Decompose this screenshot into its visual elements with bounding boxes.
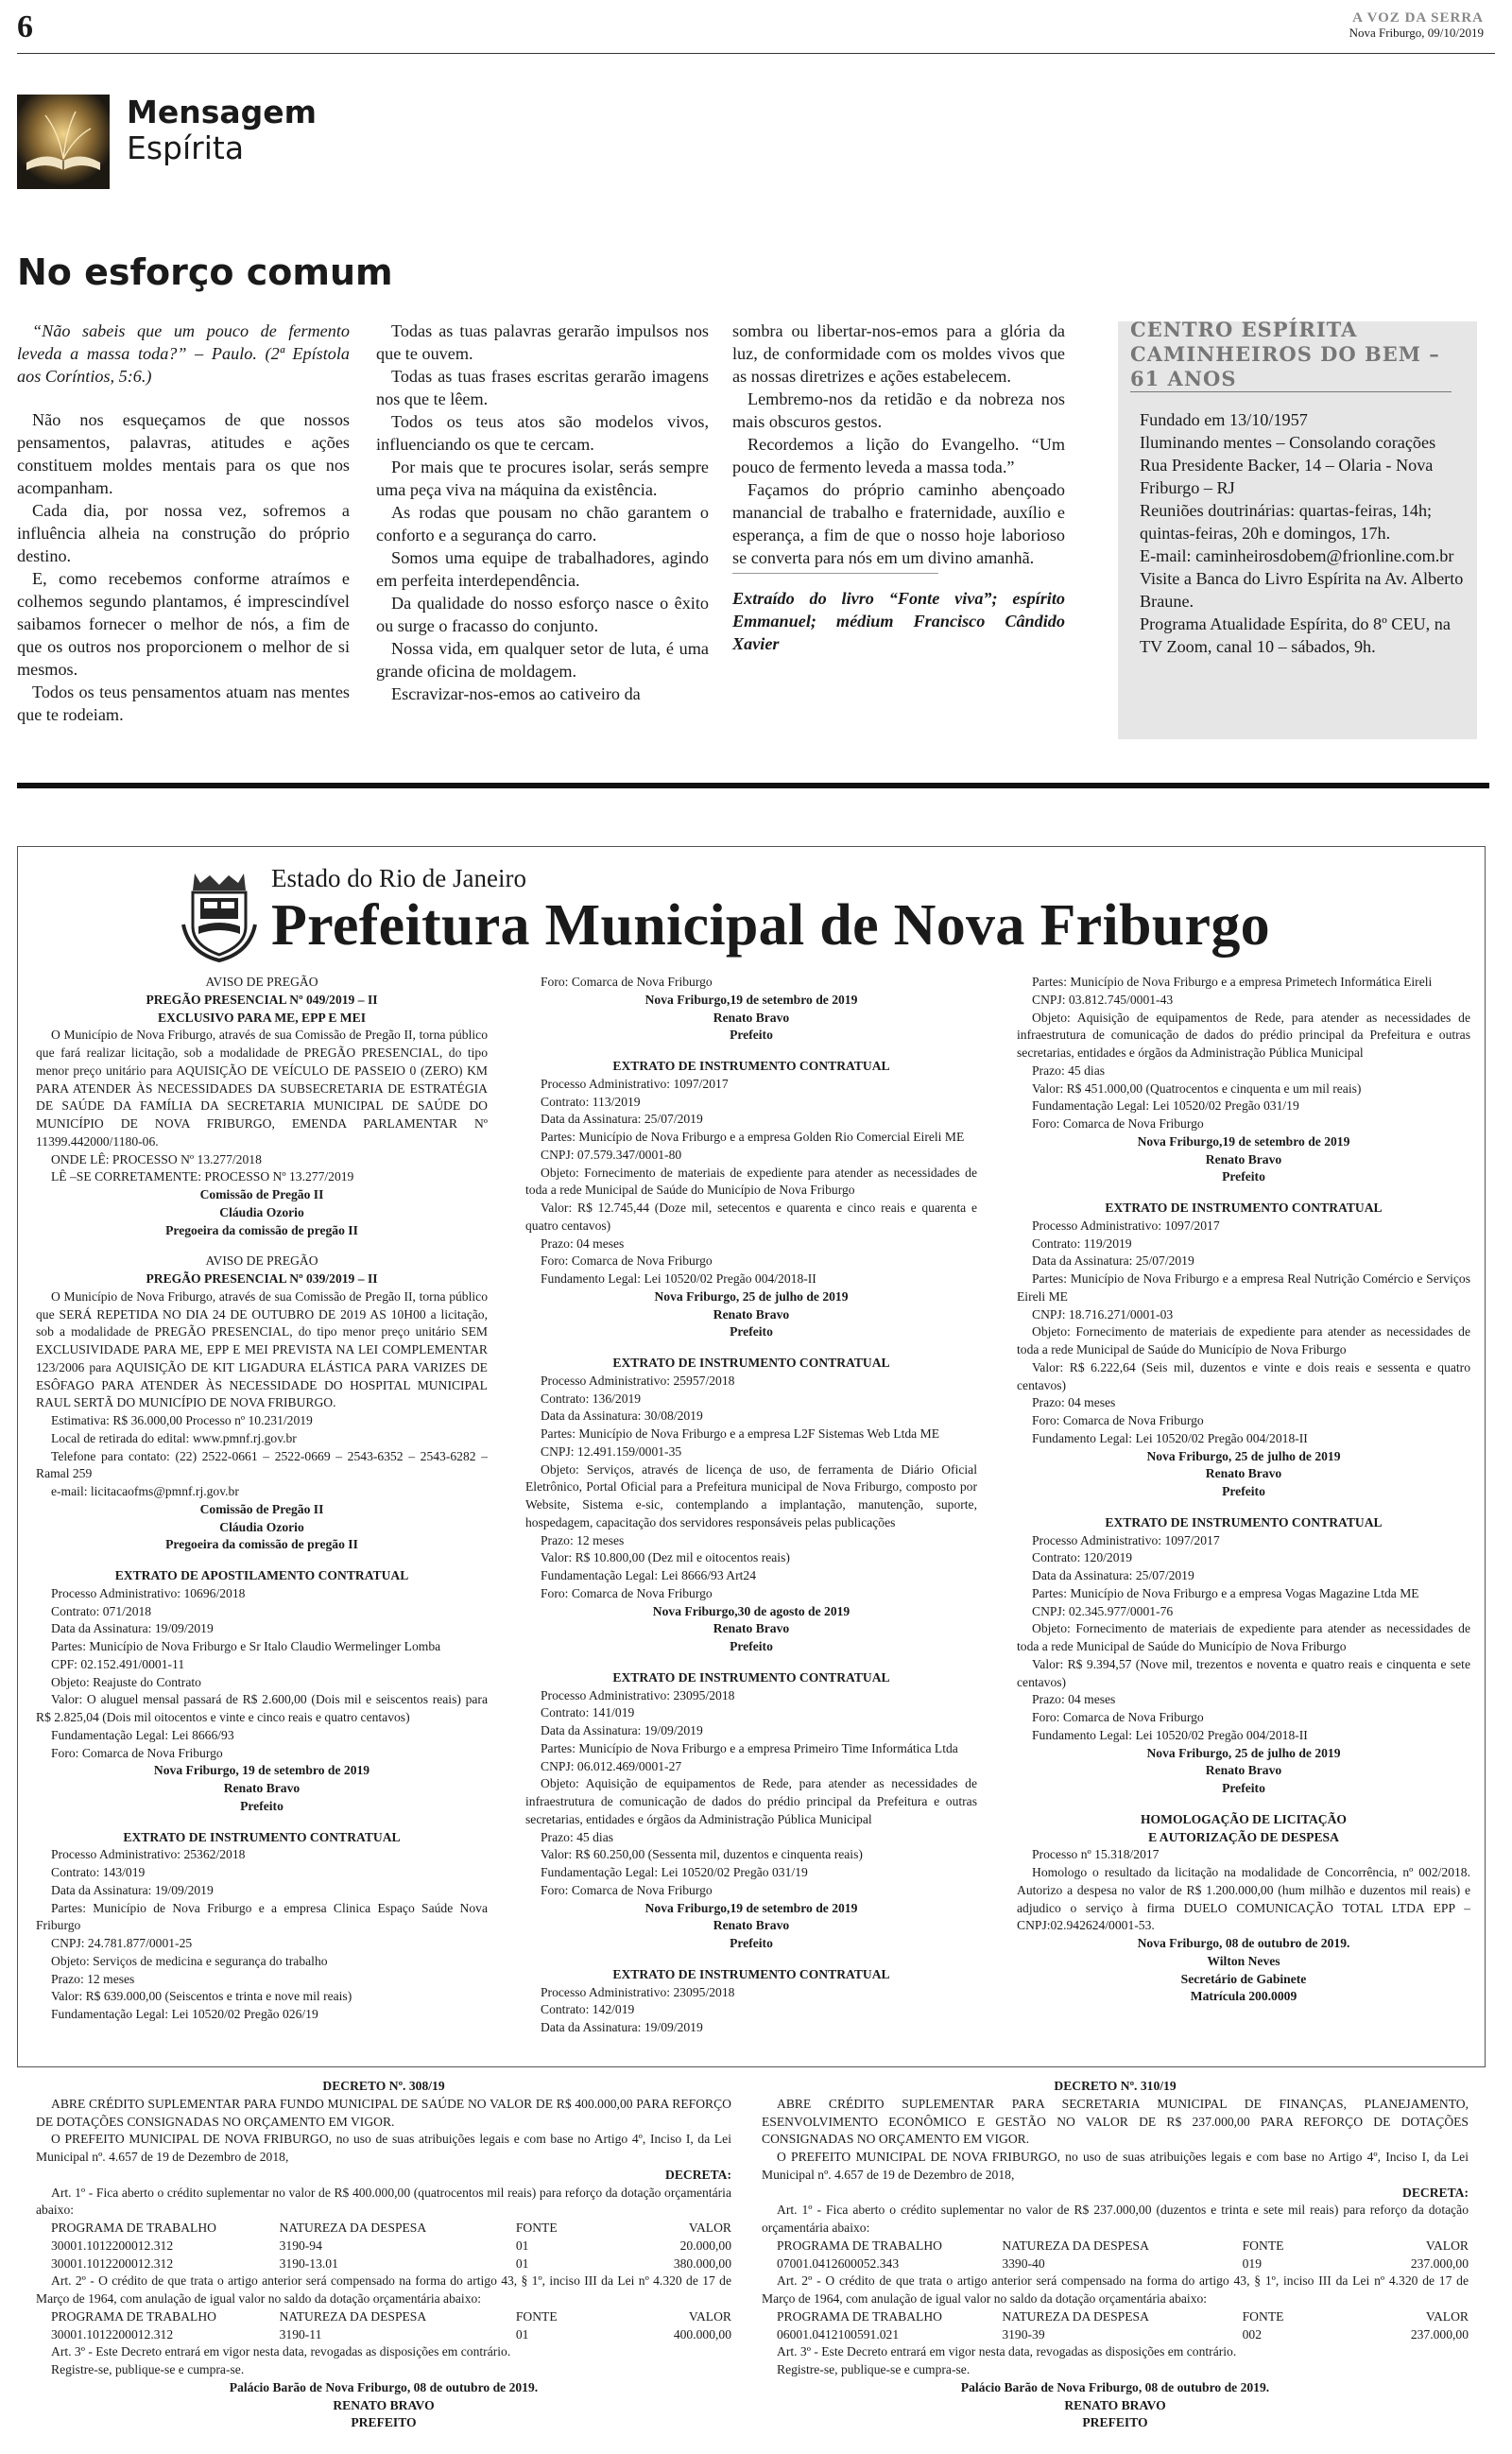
legal-notice-line: Foro: Comarca de Nova Friburgo [1032, 1710, 1204, 1724]
legal-notice-line: Data da Assinatura: 25/07/2019 [1032, 1568, 1194, 1582]
decree-summary: ABRE CRÉDITO SUPLEMENTAR PARA SECRETARIA MUNICIPAL DE FINANÇAS, PLANEJAMENTO, ESENVOLVIMENTO ECONÔMICO E GESTÃO NO VALOR DE R$ 237.000,00 PARA REFORÇO DE DOTAÇÕES CONSIGNADAS NO ORÇAMENTO EM VIGOR. [762, 2096, 1469, 2147]
table-cell: 30001.1012200012.312 [51, 2238, 174, 2253]
legal-notice-line: Prefeito [240, 1798, 284, 1813]
legal-notice-line: Prefeito [730, 1936, 773, 1950]
legal-notice-line: Renato Bravo [713, 1306, 790, 1322]
table-header: VALOR [688, 2308, 731, 2324]
legal-notice-line: Fundamentação Legal: Lei 10520/02 Pregão 031/19 [1032, 1098, 1299, 1114]
table-cell: 3190-39 [1002, 2326, 1045, 2342]
section-divider [17, 783, 1489, 788]
legal-notice-line: Renato Bravo [713, 1918, 790, 1933]
decree-table-1 [36, 2220, 731, 2273]
legal-notice-line: Data da Assinatura: 30/08/2019 [541, 1408, 703, 1424]
legal-notice-line: Nova Friburgo,19 de setembro de 2019 [644, 1900, 858, 1915]
legal-column-2 [525, 974, 977, 2037]
prefeitura-title: Prefeitura Municipal de Nova Friburgo [271, 893, 1270, 958]
decree-table-2 [762, 2308, 1469, 2344]
legal-notice-line: AVISO DE PREGÃO [205, 1253, 318, 1269]
legal-notice-line: Comissão de Pregão II [199, 1501, 324, 1516]
paper-name: A VOZ DA SERRA [1352, 10, 1484, 26]
legal-notice-line: Comissão de Pregão II [199, 1187, 324, 1201]
table-cell: 01 [515, 2326, 529, 2342]
table-header: PROGRAMA DE TRABALHO [777, 2308, 942, 2324]
table-header: NATUREZA DA DESPESA [279, 2221, 427, 2235]
legal-notice-line: Fundamentação Legal: Lei 10520/02 Pregão 026/19 [51, 2007, 318, 2021]
legal-notice-line: Contrato: 141/019 [541, 1705, 635, 1720]
article-paragraph: Lembremo-nos da retidão e da nobreza nos mais obscuros gestos. [732, 389, 1065, 431]
legal-notice-line: Objeto: Aquisição de equipamentos de Rede, para atender as necessidades de infraestrutura de comunicação de dados do prédio principal da Prefeitura e outras secretarias, entidades e órgãos da Administração Pública Municipal [525, 1776, 977, 1826]
legal-notice-line: Processo Administrativo: 23095/2018 [541, 1984, 735, 1999]
table-row [36, 2238, 731, 2255]
legal-notice-line: Partes: Município de Nova Friburgo e Sr Italo Claudio Wermelinger Lomba [51, 1639, 441, 1653]
legal-notice-line: Processo Administrativo: 1097/2017 [1032, 1218, 1220, 1233]
legal-notice-line: Data da Assinatura: 19/09/2019 [51, 1882, 214, 1897]
legal-notice-line: EXTRATO DE APOSTILAMENTO CONTRATUAL [114, 1568, 409, 1582]
legal-notice-line: Valor: O aluguel mensal passará de R$ 2.600,00 (Dois mil e seiscentos reais) para R$ 2.825,04 (Dois mil oitocentos e vinte e cinco reais e quatro centavos) [36, 1692, 488, 1724]
table-cell: 019 [1242, 2255, 1263, 2271]
legal-notice-line: Contrato: 113/2019 [541, 1094, 641, 1109]
legal-notice-line: CNPJ: 03.812.745/0001-43 [1032, 992, 1174, 1007]
legal-notice-line: Prazo: 04 meses [1032, 1692, 1116, 1707]
table-header: FONTE [515, 2221, 558, 2235]
legal-notice-line: EXTRATO DE INSTRUMENTO CONTRATUAL [1105, 1514, 1383, 1529]
table-cell: 237.000,00 [1410, 2255, 1469, 2271]
legal-notice-line: Processo nº 15.318/2017 [1032, 1847, 1160, 1862]
legal-notice-line: ONDE LÊ: PROCESSO Nº 13.277/2018 [51, 1151, 262, 1167]
legal-notice-line: E AUTORIZAÇÃO DE DESPESA [1148, 1829, 1339, 1844]
table-cell: 20.000,00 [679, 2238, 731, 2253]
table-cell: 01 [515, 2238, 529, 2253]
center-info-line: Programa Atualidade Espírita, do 8º CEU, na TV Zoom, canal 10 – sábados, 9h. [1140, 614, 1451, 656]
legal-notice-line: AVISO DE PREGÃO [205, 975, 318, 989]
table-cell: 3390-40 [1002, 2255, 1045, 2271]
table-cell: 3190-13.01 [279, 2255, 338, 2271]
decree-title: DECRETO Nº. 308/19 [322, 2079, 445, 2093]
legal-notice-line: Prefeito [1222, 1169, 1265, 1184]
center-info-line: E-mail: caminheirosdobem@frionline.com.br [1140, 546, 1454, 565]
legal-notice-line: Partes: Município de Nova Friburgo e a empresa Golden Rio Comercial Eireli ME [541, 1130, 965, 1144]
edition-date: Nova Friburgo, 09/10/2019 [1349, 26, 1484, 40]
legal-notice-line: Objeto: Serviços de medicina e segurança do trabalho [51, 1953, 328, 1968]
table-cell: 237.000,00 [1410, 2326, 1469, 2342]
legal-notice-line: Valor: R$ 10.800,00 (Dez mil e oitocentos reais) [541, 1550, 790, 1565]
legal-notice-line: Nova Friburgo, 08 de outubro de 2019. [1137, 1936, 1350, 1950]
top-rule [17, 53, 1495, 54]
article-paragraph: E, como recebemos conforme atraímos e colhemos segundo plantamos, é imprescindível saibamos fornecer o melhor de nós, a fim de que os outros nos proporcionem o melhor de si mesmos. [17, 569, 350, 679]
article-paragraph: Não nos esqueçamos de que nossos pensamentos, palavras, atitudes e ações constituem moldes mentais para os que nos acompanham. [17, 410, 350, 497]
decree-summary: ABRE CRÉDITO SUPLEMENTAR PARA FUNDO MUNICIPAL DE SAÚDE NO VALOR DE R$ 400.000,00 PARA REFORÇO DE DOTAÇÕES CONSIGNADAS NO ORÇAMENTO EM VIGOR. [36, 2096, 731, 2129]
article-paragraph: Todos os teus atos são modelos vivos, influenciando os que te cercam. [376, 412, 709, 454]
legal-notice-line: Partes: Município de Nova Friburgo e a empresa Real Nutrição Comércio e Serviços Eireli ME [1017, 1271, 1470, 1304]
table-header: PROGRAMA DE TRABALHO [51, 2221, 216, 2235]
table-header: VALOR [1425, 2308, 1469, 2324]
legal-notice-line: Processo Administrativo: 23095/2018 [541, 1687, 735, 1702]
legal-notice-line: Estimativa: R$ 36.000,00 Processo nº 10.231/2019 [51, 1413, 313, 1427]
legal-notice-line: Cláudia Ozorio [219, 1204, 304, 1219]
decree-preamble: O PREFEITO MUNICIPAL DE NOVA FRIBURGO, no uso de suas atribuições legais e com base no Artigo 4º, Inciso I, da Lei Municipal nº. 4.657 de 19 de Dezembro de 2018, [762, 2150, 1469, 2182]
legal-notice-line: Data da Assinatura: 19/09/2019 [541, 2020, 703, 2034]
legal-notice-line: EXTRATO DE INSTRUMENTO CONTRATUAL [1105, 1201, 1383, 1215]
decree-place: Palácio Barão de Nova Friburgo, 08 de outubro de 2019. [960, 2379, 1270, 2394]
decree-310 [762, 2078, 1469, 2432]
legal-notice-line: Valor: R$ 12.745,44 (Doze mil, setecentos e quarenta e cinco reais e quarenta e quatro centavos) [525, 1201, 977, 1233]
legal-notice-line: PREGÃO PRESENCIAL Nº 039/2019 – II [146, 1271, 378, 1286]
spiritist-center-info [1140, 408, 1466, 658]
legal-notice-line: Valor: R$ 6.222,64 (Seis mil, duzentos e vinte e dois reais e sessenta e quatro centavos) [1017, 1359, 1470, 1392]
legal-notice-line: CNPJ: 06.012.469/0001-27 [541, 1758, 682, 1773]
legal-notice-line: Fundamento Legal: Lei 10520/02 Pregão 004/2018-II [1032, 1727, 1308, 1742]
table-cell: 002 [1242, 2326, 1263, 2342]
legal-notice-line: Fundamento Legal: Lei 10520/02 Pregão 004/2018-II [541, 1271, 816, 1286]
legal-notice-line: Partes: Município de Nova Friburgo e a empresa Primetech Informática Eireli [1032, 975, 1433, 989]
legal-notice-line: Valor: R$ 451.000,00 (Quatrocentos e cinquenta e um mil reais) [1032, 1080, 1362, 1096]
table-cell: 400.000,00 [673, 2326, 731, 2342]
legal-notice-line: Local de retirada do edital: www.pmnf.rj.gov.br [51, 1430, 297, 1445]
legal-notice-line: Secretário de Gabinete [1180, 1971, 1307, 1986]
table-header: FONTE [1242, 2238, 1284, 2253]
center-info-line: Reuniões doutrinárias: quartas-feiras, 14h; quintas-feiras, 20h e domingos, 17h. [1140, 501, 1433, 543]
decree-signer: RENATO BRAVO [1064, 2397, 1166, 2412]
article-paragraph: Somos uma equipe de trabalhadores, agindo em perfeita interdependência. [376, 548, 709, 590]
legal-notice-line: Processo Administrativo: 25362/2018 [51, 1847, 246, 1862]
center-info-line: Visite a Banca do Livro Espírita na Av. Alberto Braune. [1140, 569, 1464, 611]
legal-notice-line: Prefeito [730, 1324, 773, 1339]
legal-notice-line: CNPJ: 18.716.271/0001-03 [1032, 1306, 1174, 1322]
legal-notice-line: Prazo: 12 meses [541, 1532, 625, 1547]
article-paragraph: Da qualidade do nosso esforço nasce o êxito ou surge o fracasso do conjunto. [376, 594, 709, 635]
legal-notice-line: Wilton Neves [1207, 1953, 1280, 1968]
legal-notice-line: Valor: R$ 9.394,57 (Nove mil, trezentos e noventa e quatro reais e cinquenta e sete centavos) [1017, 1656, 1470, 1689]
legal-notice-line: Fundamentação Legal: Lei 8666/93 [51, 1727, 234, 1742]
legal-notice-line: Objeto: Fornecimento de materiais de expediente para atender as necessidades de toda a rede Municipal de Saúde do Município de Nova Friburgo [1017, 1621, 1470, 1653]
legal-notice-line: Nova Friburgo, 25 de julho de 2019 [1146, 1448, 1341, 1463]
legal-notice-line: CNPJ: 12.491.159/0001-35 [541, 1443, 682, 1459]
legal-notice-line: Prefeito [1222, 1781, 1265, 1795]
article-headline: No esforço comum [17, 251, 393, 293]
legal-notice-line: LÊ –SE CORRETAMENTE: PROCESSO Nº 13.277/2019 [51, 1169, 354, 1184]
legal-notice-line: Contrato: 136/2019 [541, 1391, 642, 1406]
article-paragraph: Cada dia, por nossa vez, sofremos a influência alheia na construção do próprio destino. [17, 501, 350, 565]
legal-notice-line: Data da Assinatura: 19/09/2019 [541, 1723, 703, 1737]
decree-decreta: DECRETA: [1402, 2185, 1469, 2200]
legal-notice-line: Processo Administrativo: 25957/2018 [541, 1373, 735, 1388]
legal-notice-line: Nova Friburgo,19 de setembro de 2019 [1137, 1133, 1350, 1149]
legal-notice-line: Objeto: Aquisição de equipamentos de Rede, para atender as necessidades de infraestrutura de comunicação de dados do prédio principal da Prefeitura e outras secretarias, entidades e órgãos da Administração Pública Municipal [1017, 1010, 1470, 1060]
legal-notice-line: Prefeito [1222, 1484, 1265, 1498]
legal-notice-line: Foro: Comarca de Nova Friburgo [541, 1585, 713, 1600]
article-paragraph: Recordemos a lição do Evangelho. “Um pouco de fermento leveda a massa toda.” [732, 435, 1065, 476]
coat-of-arms-icon [180, 868, 259, 964]
legal-notice-line: Prazo: 45 dias [1032, 1063, 1106, 1078]
article-paragraph: As rodas que pousam no chão garantem o conforto e a segurança do carro. [376, 503, 709, 544]
legal-notice-line: Contrato: 142/019 [541, 2002, 635, 2017]
legal-notice-line: EXTRATO DE INSTRUMENTO CONTRATUAL [612, 1356, 890, 1370]
legal-notice-line: Nova Friburgo, 25 de julho de 2019 [1146, 1745, 1341, 1760]
table-header: PROGRAMA DE TRABALHO [51, 2308, 216, 2324]
legal-notice-line: Prazo: 04 meses [1032, 1395, 1116, 1410]
page-number: 6 [17, 9, 33, 44]
legal-notice-line: CNPJ: 02.345.977/0001-76 [1032, 1603, 1174, 1618]
legal-notice-line: Renato Bravo [1205, 1763, 1282, 1778]
legal-notice-line: Objeto: Fornecimento de materiais de expediente para atender as necessidades de toda a rede Municipal de Saúde do Município de Nova Friburgo [525, 1165, 977, 1198]
table-header: VALOR [688, 2221, 731, 2235]
decree-signer: RENATO BRAVO [333, 2397, 435, 2412]
legal-notice-line: EXTRATO DE INSTRUMENTO CONTRATUAL [612, 1059, 890, 1073]
table-header: NATUREZA DA DESPESA [1002, 2238, 1149, 2253]
table-header: NATUREZA DA DESPESA [1002, 2308, 1149, 2324]
center-info-line: Fundado em 13/10/1957 [1140, 410, 1308, 429]
column-logo-word-2: Espírita [127, 130, 245, 166]
table-cell: 3190-94 [279, 2238, 322, 2253]
legal-column-3 [1017, 974, 1470, 2006]
table-row [36, 2326, 731, 2344]
legal-notice-line: CNPJ: 07.579.347/0001-80 [541, 1147, 682, 1162]
legal-notice-line: Valor: R$ 60.250,00 (Sessenta mil, duzentos e cinquenta reais) [541, 1847, 863, 1862]
decree-role: PREFEITO [351, 2415, 417, 2430]
legal-notice-line: Partes: Município de Nova Friburgo e a empresa Primeiro Time Informática Ltda [541, 1740, 958, 1755]
table-cell: 380.000,00 [673, 2255, 731, 2271]
legal-notice-line: Nova Friburgo, 25 de julho de 2019 [654, 1288, 849, 1304]
column-logo-word-1: Mensagem [127, 94, 318, 130]
legal-notice-line: Matrícula 200.0009 [1190, 1989, 1297, 2004]
article-paragraph: Nossa vida, em qualquer setor de luta, é uma grande oficina de moldagem. [376, 639, 709, 681]
decree-308 [36, 2078, 731, 2432]
credit-rule [732, 573, 938, 574]
decree-table-2 [36, 2308, 731, 2344]
legal-notice-line: Prazo: 45 dias [541, 1829, 614, 1844]
legal-notice-line: CNPJ: 24.781.877/0001-25 [51, 1936, 193, 1950]
state-name: Estado do Rio de Janeiro [271, 864, 526, 892]
article-paragraph: Todas as tuas frases escritas gerarão imagens nos que te lêem. [376, 367, 709, 408]
spiritist-center-title: CENTRO ESPÍRITA CAMINHEIROS DO BEM – 61 ANOS [1130, 318, 1440, 390]
table-header: VALOR [1425, 2238, 1469, 2253]
legal-notice-line: Foro: Comarca de Nova Friburgo [1032, 1116, 1204, 1131]
decree-title: DECRETO Nº. 310/19 [1054, 2079, 1177, 2093]
decree-decreta: DECRETA: [665, 2167, 731, 2182]
legal-notice-line: Fundamentação Legal: Lei 10520/02 Pregão 031/19 [541, 1865, 808, 1879]
article-column-1 [17, 320, 350, 726]
legal-notice-line: EXCLUSIVO PARA ME, EPP E MEI [157, 1010, 366, 1025]
legal-notice-line: Prefeito [730, 1028, 773, 1043]
legal-notice-line: Data da Assinatura: 25/07/2019 [1032, 1253, 1194, 1269]
legal-notice-line: Partes: Município de Nova Friburgo e a empresa L2F Sistemas Web Ltda ME [541, 1426, 940, 1441]
article-paragraph: sombra ou libertar-nos-emos para a glória da luz, de conformidade com os moldes vivos que as nossas diretrizes e ações estabelecem. [732, 321, 1065, 386]
legal-notice-line: Pregoeira da comissão de pregão II [165, 1222, 358, 1237]
legal-notice-line: EXTRATO DE INSTRUMENTO CONTRATUAL [123, 1829, 401, 1844]
legal-notice-line: EXTRATO DE INSTRUMENTO CONTRATUAL [612, 1966, 890, 1981]
legal-notice-line: Fundamento Legal: Lei 10520/02 Pregão 004/2018-II [1032, 1430, 1308, 1445]
legal-notice-line: Objeto: Reajuste do Contrato [51, 1674, 201, 1689]
legal-notice-line: Telefone para contato: (22) 2522-0661 – 2522-0669 – 2543-6352 – 2543-6282 – Ramal 259 [36, 1448, 488, 1481]
legal-notice-line: Data da Assinatura: 19/09/2019 [51, 1621, 214, 1636]
spiritist-center-rule [1130, 391, 1452, 392]
decree-place: Palácio Barão de Nova Friburgo, 08 de outubro de 2019. [229, 2379, 539, 2394]
table-cell: 01 [515, 2255, 529, 2271]
legal-notice-line: Objeto: Fornecimento de materiais de expediente para atender as necessidades de toda a rede Municipal de Saúde do Município de Nova Friburgo [1017, 1324, 1470, 1357]
legal-notice-line: Foro: Comarca de Nova Friburgo [541, 1253, 713, 1269]
article-credit: Extraído do livro “Fonte viva”; espírito Emmanuel; médium Francisco Cândido Xavier [732, 589, 1065, 653]
legal-notice-line: Homologo o resultado da licitação na modalidade de Concorrência, nº 002/2018. Autorizo a despesa no valor de R$ 1.200.000,00 (hum milhão e duzentos mil reais) e adjudico o serviço à firma DUELO COMUNICAÇÃO TOTAL LTDA EPP – CNPJ:02.942624/0001-53. [1017, 1865, 1470, 1933]
decree-art3: Art. 3º - Este Decreto entrará em vigor nesta data, revogadas as disposições em contrário. [777, 2344, 1237, 2359]
legal-notice-line: HOMOLOGAÇÃO DE LICITAÇÃO [1140, 1811, 1348, 1826]
legal-notice-line: Cláudia Ozorio [219, 1519, 304, 1534]
legal-notice-line: Processo Administrativo: 1097/2017 [541, 1076, 729, 1091]
decree-table-1 [762, 2238, 1469, 2273]
column-logo-title [127, 95, 317, 166]
article-paragraph: “Não sabeis que um pouco de fermento leveda a massa toda?” – Paulo. (2ª Epístola aos Coríntios, 5:6.) [17, 321, 350, 386]
table-row [36, 2255, 731, 2273]
legal-notice-line: Data da Assinatura: 25/07/2019 [541, 1112, 703, 1127]
table-row [762, 2255, 1469, 2273]
legal-column-1 [36, 974, 488, 2024]
article-paragraph: Escravizar-nos-emos ao cativeiro da [391, 684, 641, 703]
legal-notice-line: Contrato: 071/2018 [51, 1603, 152, 1618]
legal-notice-line: O Município de Nova Friburgo, através de sua Comissão de Pregão II, torna público que SERÁ REPETIDA NO DIA 24 DE OUTUBRO DE 2019 AS 10H00 a licitação, sob a modalidade de PREGÃO PRESENCIAL, do tipo menor preço unitário SEM EXCLUSIVIDADE PARA ME, EPP E MEI PREVISTA NA LEI COMPLEMENTAR 123/2006 para AQUISIÇÃO DE KIT LIGADURA ELÁSTICA PARA VARIZES DE ESÔFAGO PARA ATENDER ÀS NECESSIDADE DO HOSPITAL MUNICIPAL RAUL SERTÃ DO MUNICÍPIO DE NOVA FRIBURGO. [36, 1288, 488, 1410]
table-cell: 06001.0412100591.021 [777, 2326, 900, 2342]
article-paragraph: Todas as tuas palavras gerarão impulsos nos que te ouvem. [376, 321, 709, 363]
legal-notice-line: Prazo: 04 meses [541, 1236, 625, 1251]
legal-notice-line: Foro: Comarca de Nova Friburgo [541, 975, 713, 989]
legal-notice-line: Foro: Comarca de Nova Friburgo [541, 1882, 713, 1897]
center-info-line: Iluminando mentes – Consolando corações [1140, 433, 1436, 452]
legal-notice-line: Nova Friburgo,30 de agosto de 2019 [652, 1603, 850, 1618]
legal-notice-line: Valor: R$ 639.000,00 (Seiscentos e trinta e nove mil reais) [51, 1989, 352, 2004]
legal-notice-line: Partes: Município de Nova Friburgo e a empresa Vogas Magazine Ltda ME [1032, 1585, 1419, 1600]
legal-notice-line: Pregoeira da comissão de pregão II [165, 1537, 358, 1552]
table-header: NATUREZA DA DESPESA [279, 2308, 427, 2324]
legal-notice-line: Contrato: 120/2019 [1032, 1550, 1133, 1565]
masthead [1349, 11, 1484, 40]
decree-art2: Art. 2º - O crédito de que trata o artigo anterior será compensado na forma do artigo 43, § 1º, inciso III da Lei nº 4.320 de 17 de Março de 1964, com anulação de igual valor no saldo da dotação orçamentária abaixo: [36, 2273, 731, 2306]
legal-notice-line: PREGÃO PRESENCIAL Nº 049/2019 – II [146, 992, 378, 1007]
legal-notice-line: Foro: Comarca de Nova Friburgo [51, 1745, 223, 1760]
legal-notice-line: Contrato: 143/019 [51, 1865, 146, 1879]
table-cell: 30001.1012200012.312 [51, 2255, 174, 2271]
article-paragraph: Todos os teus pensamentos atuam nas mentes que te rodeiam. [17, 683, 350, 724]
table-header: FONTE [1242, 2308, 1284, 2324]
legal-notice-line: Renato Bravo [223, 1781, 301, 1795]
legal-notice-line: Renato Bravo [1205, 1466, 1282, 1481]
table-header: FONTE [515, 2308, 558, 2324]
legal-notice-line: Renato Bravo [713, 1010, 790, 1025]
legal-notice-line: CPF: 02.152.491/0001-11 [51, 1656, 185, 1671]
legal-notice-line: Contrato: 119/2019 [1032, 1236, 1132, 1251]
legal-notice-line: Objeto: Serviços, através de licença de uso, de ferramenta de Diário Oficial Eletrônico, Portal Oficial para a Prefeitura municipal de Nova Friburgo, composto por Website, Sistema e-sic, contemplando a implantação, manutenção, suporte, hospedagem, capacitação dos servidores responsáveis pelas publicações [525, 1461, 977, 1529]
decree-publish: Registre-se, publique-se e cumpra-se. [51, 2362, 245, 2376]
article-paragraph: Por mais que te procures isolar, serás sempre uma peça viva na máquina da existência. [376, 458, 709, 499]
legal-notice-line: Prefeito [730, 1639, 773, 1653]
table-row [762, 2326, 1469, 2344]
table-header: PROGRAMA DE TRABALHO [777, 2238, 942, 2253]
legal-notice-line: EXTRATO DE INSTRUMENTO CONTRATUAL [612, 1669, 890, 1685]
article-column-2 [376, 320, 709, 705]
legal-notice-line: Nova Friburgo,19 de setembro de 2019 [644, 992, 858, 1007]
legal-notice-line: e-mail: licitacaofms@pmnf.rj.gov.br [51, 1484, 239, 1498]
decree-preamble: O PREFEITO MUNICIPAL DE NOVA FRIBURGO, no uso de suas atribuições legais e com base no Artigo 4º, Inciso I, da Lei Municipal nº. 4.657 de 19 de Dezembro de 2018, [36, 2132, 731, 2164]
table-cell: 30001.1012200012.312 [51, 2326, 174, 2342]
legal-notice-line: Processo Administrativo: 1097/2017 [1032, 1532, 1220, 1547]
legal-notice-line: Nova Friburgo, 19 de setembro de 2019 [153, 1763, 370, 1778]
legal-notice-line: Partes: Município de Nova Friburgo e a empresa Clinica Espaço Saúde Nova Friburgo [36, 1900, 488, 1933]
article-column-3 [732, 320, 1065, 655]
legal-notice-line: Processo Administrativo: 10696/2018 [51, 1585, 246, 1600]
decree-art1: Art. 1º - Fica aberto o crédito suplementar no valor de R$ 400.000,00 (quatrocentos mil reais) para reforço da dotação orçamentária abaixo: [36, 2185, 731, 2218]
open-book-logo-icon [17, 95, 110, 189]
center-info-line: Rua Presidente Backer, 14 – Olaria - Nova Friburgo – RJ [1140, 456, 1434, 497]
table-cell: 3190-11 [279, 2326, 322, 2342]
decree-role: PREFEITO [1082, 2415, 1148, 2430]
decree-art2: Art. 2º - O crédito de que trata o artigo anterior será compensado na forma do artigo 43, § 1º, inciso III da Lei nº 4.320 de 17 de Março de 1964, com anulação de igual valor no saldo da dotação orçamentária abaixo: [762, 2273, 1469, 2306]
article-paragraph: Façamos do próprio caminho abençoado manancial de trabalho e fraternidade, auxílio e esperança, a fim de que o nosso hoje laborioso se converta para nós em um divino amanhã. [732, 480, 1065, 567]
table-cell: 07001.0412600052.343 [777, 2255, 900, 2271]
legal-notice-line: Fundamentação Legal: Lei 8666/93 Art24 [541, 1568, 757, 1582]
decree-art3: Art. 3º - Este Decreto entrará em vigor nesta data, revogadas as disposições em contrário. [51, 2344, 511, 2359]
legal-notice-line: Foro: Comarca de Nova Friburgo [1032, 1413, 1204, 1427]
legal-notice-line: Renato Bravo [1205, 1151, 1282, 1167]
legal-notice-line: Renato Bravo [713, 1621, 790, 1636]
legal-notice-line: O Município de Nova Friburgo, através de sua Comissão de Pregão II, torna público que fará realizar licitação, sob a modalidade de PREGÃO PRESENCIAL, do tipo menor preço unitário para AQUISIÇÃO DE VEÍCULO DE PASSEIO 0 (ZERO) KM PARA ATENDER ÀS NECESSIDADES DA SUBSECRETARIA DE ESTRATÉGIA DE SAÚDE DA FAMÍLIA DA SECRETARIA MUNICIPAL DE SAÚDE DO MUNICÍPIO DE NOVA FRIBURGO, EMENDA PARLAMENTAR Nº 11399.442000/1180-06. [36, 1028, 488, 1149]
decree-art1: Art. 1º - Fica aberto o crédito suplementar no valor de R$ 237.000,00 (duzentos e trinta e sete mil reais) para reforço da dotação orçamentária abaixo: [762, 2203, 1469, 2235]
legal-notice-line: Prazo: 12 meses [51, 1971, 135, 1986]
decree-publish: Registre-se, publique-se e cumpra-se. [777, 2362, 971, 2376]
